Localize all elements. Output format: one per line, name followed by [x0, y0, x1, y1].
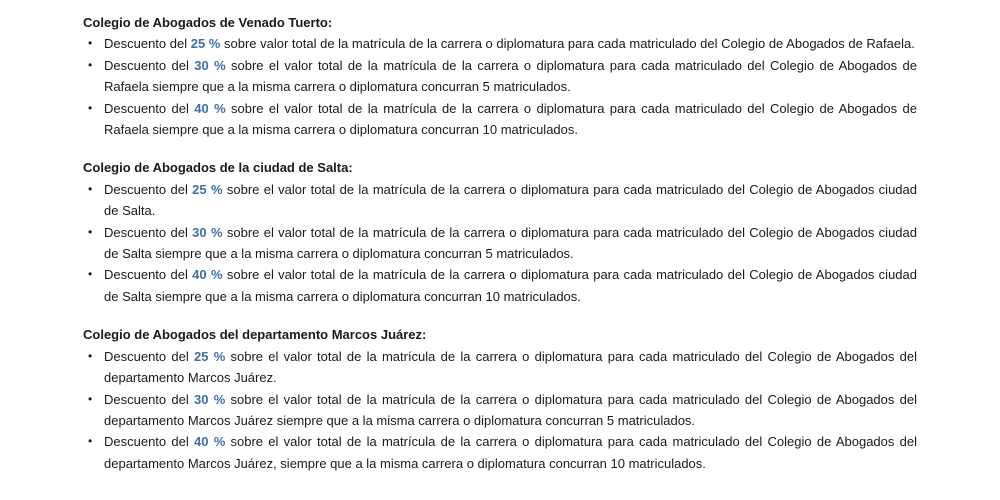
discount-percentage: 25 %	[190, 36, 221, 52]
list-item	[83, 346, 917, 389]
bullet-icon: •	[88, 57, 93, 72]
item-prefix: Descuento del	[104, 391, 194, 407]
discount-percentage: 30 %	[194, 391, 226, 407]
item-prefix: Descuento del	[104, 267, 193, 283]
item-prefix: Descuento del	[104, 224, 193, 240]
item-prefix: Descuento del	[104, 36, 191, 52]
section-venado-tuerto	[83, 12, 917, 140]
list-item	[83, 264, 917, 307]
bullet-icon: •	[88, 348, 93, 363]
discount-list	[83, 33, 917, 140]
section-title: Colegio de Abogados de la ciudad de Salta:	[83, 160, 353, 176]
bullet-icon: •	[88, 267, 93, 282]
item-prefix: Descuento del	[104, 100, 195, 116]
bullet-icon: •	[88, 391, 93, 406]
section-title: Colegio de Abogados de Venado Tuerto:	[83, 15, 333, 30]
item-text: sobre valor total de la matrícula de la carrera o diplomatura para cada matriculado del Colegio de Abogados de Rafaela.	[220, 36, 915, 52]
bullet-icon: •	[88, 181, 93, 196]
item-text: sobre el valor total de la matrícula de la carrera o diplomatura para cada matriculado del Colegio de Abogados del departamento Marcos Juárez.	[104, 348, 917, 386]
list-item	[83, 55, 917, 98]
item-text: sobre el valor total de la matrícula de la carrera o diplomatura para cada matriculado del Colegio de Abogados de Rafaela siempre que a la misma carrera o diplomatura concurran 10 matriculados.	[104, 100, 917, 138]
item-prefix: Descuento del	[104, 181, 193, 197]
list-item	[83, 222, 917, 265]
item-text: sobre el valor total de la matrícula de la carrera o diplomatura para cada matriculado del Colegio de Abogados ciudad de Salta siempre que a la misma carrera o diplomatura concurran 10 matriculados.	[104, 267, 917, 304]
item-text: sobre el valor total de la matrícula de la carrera o diplomatura para cada matriculado del Colegio de Abogados del departamento Marcos Juárez, siempre que a la misma carrera o diplomatura concurran 10 matriculados.	[104, 434, 917, 471]
bullet-icon: •	[88, 100, 93, 115]
item-text: sobre el valor total de la matrícula de la carrera o diplomatura para cada matriculado del Colegio de Abogados ciudad de Salta.	[104, 181, 917, 219]
discount-percentage: 25 %	[194, 348, 226, 364]
section-title: Colegio de Abogados del departamento Marcos Juárez:	[83, 327, 427, 343]
discount-percentage: 40 %	[194, 100, 226, 116]
bullet-icon: •	[88, 224, 93, 239]
item-prefix: Descuento del	[104, 57, 195, 73]
list-item	[83, 431, 917, 474]
discount-percentage: 40 %	[192, 267, 223, 283]
list-item	[83, 179, 917, 222]
discount-percentage: 25 %	[192, 181, 223, 197]
document-page	[83, 12, 917, 474]
item-text: sobre el valor total de la matrícula de la carrera o diplomatura para cada matriculado del Colegio de Abogados del departamento Marcos Juárez siempre que a la misma carrera o diplomatura concurran 5 matriculados.	[104, 391, 917, 428]
item-text: sobre el valor total de la matrícula de la carrera o diplomatura para cada matriculado del Colegio de Abogados ciudad de Salta siempre que a la misma carrera o diplomatura concurran 5 matriculados.	[104, 224, 917, 262]
list-item	[83, 389, 917, 432]
list-item	[83, 98, 917, 141]
discount-percentage: 30 %	[192, 224, 223, 240]
bullet-icon: •	[88, 36, 93, 51]
item-text: sobre el valor total de la matrícula de la carrera o diplomatura para cada matriculado del Colegio de Abogados de Rafaela siempre que a la misma carrera o diplomatura concurran 5 matriculados.	[104, 57, 917, 95]
section-salta	[83, 157, 917, 307]
list-item	[83, 33, 917, 54]
bullet-icon: •	[88, 434, 93, 449]
discount-percentage: 40 %	[194, 434, 226, 450]
discount-list	[83, 346, 917, 474]
discount-percentage: 30 %	[194, 57, 226, 73]
item-prefix: Descuento del	[104, 434, 194, 450]
discount-list	[83, 179, 917, 307]
section-marcos-juarez	[83, 324, 917, 474]
item-prefix: Descuento del	[104, 348, 194, 364]
